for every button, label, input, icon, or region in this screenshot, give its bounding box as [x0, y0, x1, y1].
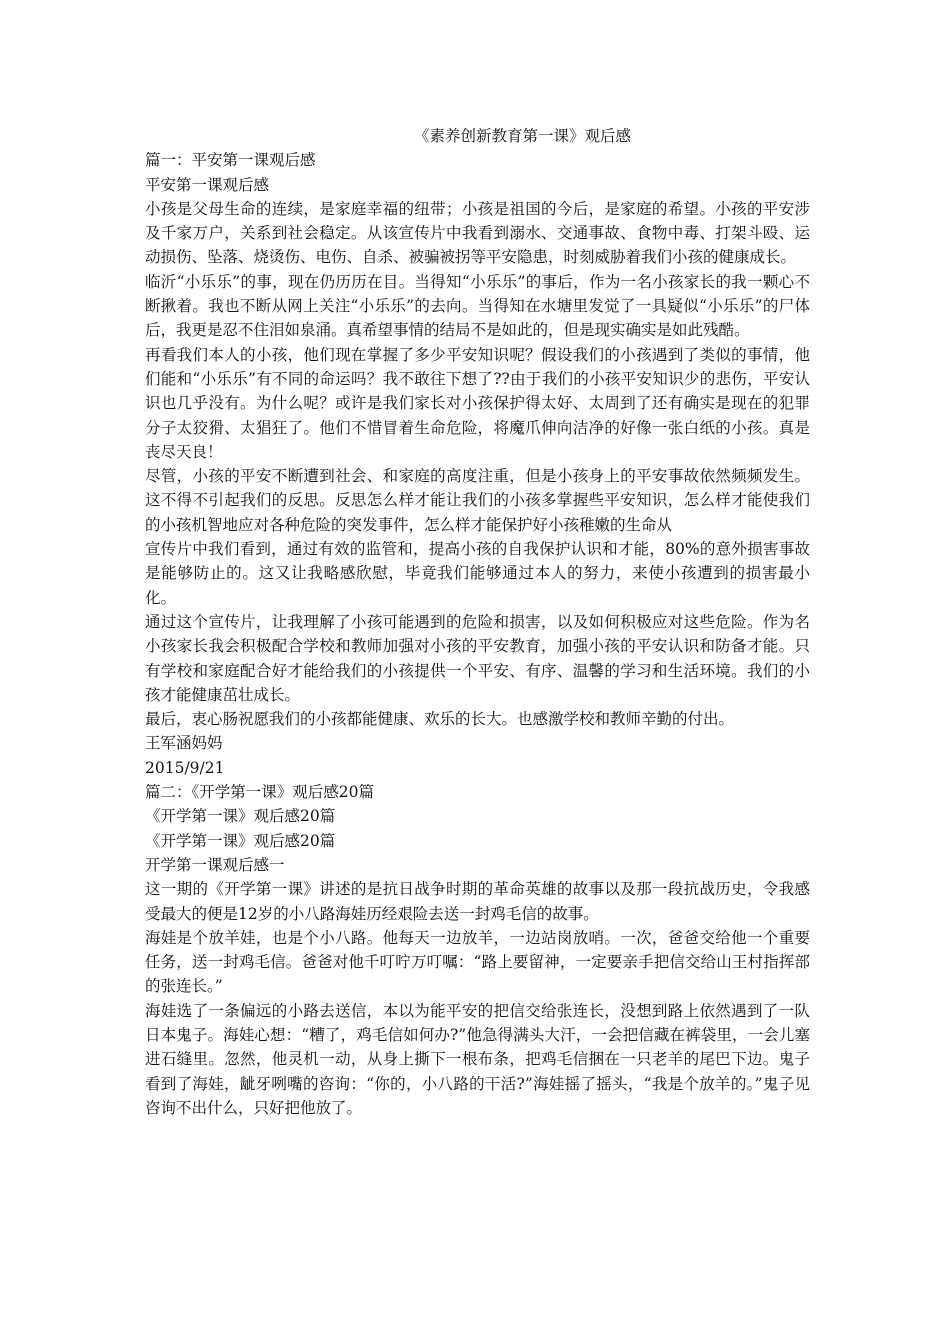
paragraph: 小孩是父母生命的连续，是家庭幸福的纽带；小孩是祖国的今后，是家庭的希望。小孩的平安涉及千家万户，关系到社会稳定。从该宣传片中我看到溺水、交通事故、食物中毒、打架斗殴、运动损伤、坠落、烧烫伤、电伤、自杀、被骗被拐等平安隐患，时刻威胁着我们小孩的健康成长。: [145, 199, 810, 267]
document-title: 《素养创新教育第一课》观后感: [413, 127, 631, 145]
section-heading-2: 篇二：《开学第一课》观后感20篇: [145, 783, 374, 802]
section-subheading-1: 平安第一课观后感: [145, 175, 270, 194]
section-subheading-4: 开学第一课观后感一: [145, 855, 285, 874]
section-subheading-3: 《开学第一课》观后感20篇: [145, 831, 336, 850]
paragraph: 这一期的《开学第一课》讲述的是抗日战争时期的革命英雄的故事以及那一段抗战历史，令我感受最大的便是12岁的小八路海娃历经艰险去送一封鸡毛信的故事。: [145, 880, 810, 923]
paragraph: 宣传片中我们看到，通过有效的监管和，提高小孩的自我保护认识和才能，80%的意外损害事故是能够防止的。这又让我略感欣慰，毕竟我们能够通过本人的努力，来使小孩遭到的损害最小化。: [145, 540, 810, 607]
paragraph: 再看我们本人的小孩，他们现在掌握了多少平安知识呢？假设我们的小孩遇到了类似的事情，他们能和“小乐乐”有不同的命运吗？我不敢往下想了??由于我们的小孩平安知识少的悲伤，平安认识也几乎没有。为什么呢？或许是我们家长对小孩保护得太好、太周到了还有确实是现在的犯罪分子太狡猾、太猖狂了。他们不惜冒着生命危险，将魔爪伸向洁净的好像一张白纸的小孩。真是丧尽天良！: [145, 345, 810, 461]
paragraph: 临沂“小乐乐”的事，现在仍历历在目。当得知“小乐乐”的事后，作为一名小孩家长的我一颗心不断揪着。我也不断从网上关注“小乐乐”的去向。当得知在水塘里发觉了一具疑似“小乐乐”的尸体后，我更是忍不住泪如泉涌。真希望事情的结局不是如此的，但是现实确实是如此残酷。: [145, 272, 810, 340]
date: 2015/9/21: [145, 758, 225, 777]
section-heading-1: 篇一：平安第一课观后感: [145, 151, 316, 170]
paragraph: 通过这个宣传片，让我理解了小孩可能遇到的危险和损害，以及如何积极应对这些危险。作为名小孩家长我会积极配合学校和教师加强对小孩的平安教育，加强小孩的平安认识和防备才能。只有学校和家庭配合好才能给我们的小孩提供一个平安、有序、温馨的学习和生活环境。我们的小孩才能健康茁壮成长。: [145, 612, 810, 704]
paragraph: 海娃选了一条偏远的小路去送信，本以为能平安的把信交给张连长，没想到路上依然遇到了一队日本鬼子。海娃心想：“糟了，鸡毛信如何办?”他急得满头大汗，一会把信藏在裤袋里，一会儿塞进石缝里。忽然，他灵机一动，从身上撕下一根布条，把鸡毛信捆在一只老羊的尾巴下边。鬼子看到了海娃，龇牙咧嘴的咨询：“你的，小八路的干活?”海娃摇了摇头，“我是个放羊的。”鬼子见咨询不出什么，只好把他放了。: [145, 1001, 810, 1117]
paragraph: 尽管，小孩的平安不断遭到社会、和家庭的高度注重，但是小孩身上的平安事故依然频频发生。这不得不引起我们的反思。反思怎么样才能让我们的小孩多掌握些平安知识，怎么样才能使我们的小孩机智地应对各种危险的突发事件，怎么样才能保护好小孩稚嫩的生命从: [145, 467, 810, 534]
paragraph: 海娃是个放羊娃，也是个小八路。他每天一边放羊，一边站岗放哨。一次，爸爸交给他一个重要任务，送一封鸡毛信。爸爸对他千叮咛万叮嘱：“路上要留神，一定要亲手把信交给山王村指挥部的张连长。”: [145, 928, 810, 996]
section-subheading-2: 《开学第一课》观后感20篇: [145, 807, 336, 826]
paragraph: 最后，衷心肠祝愿我们的小孩都能健康、欢乐的长大。也感激学校和教师辛勤的付出。: [145, 710, 735, 729]
signature: 王军涵妈妈: [145, 734, 223, 753]
document-page: [145, 124, 810, 1120]
